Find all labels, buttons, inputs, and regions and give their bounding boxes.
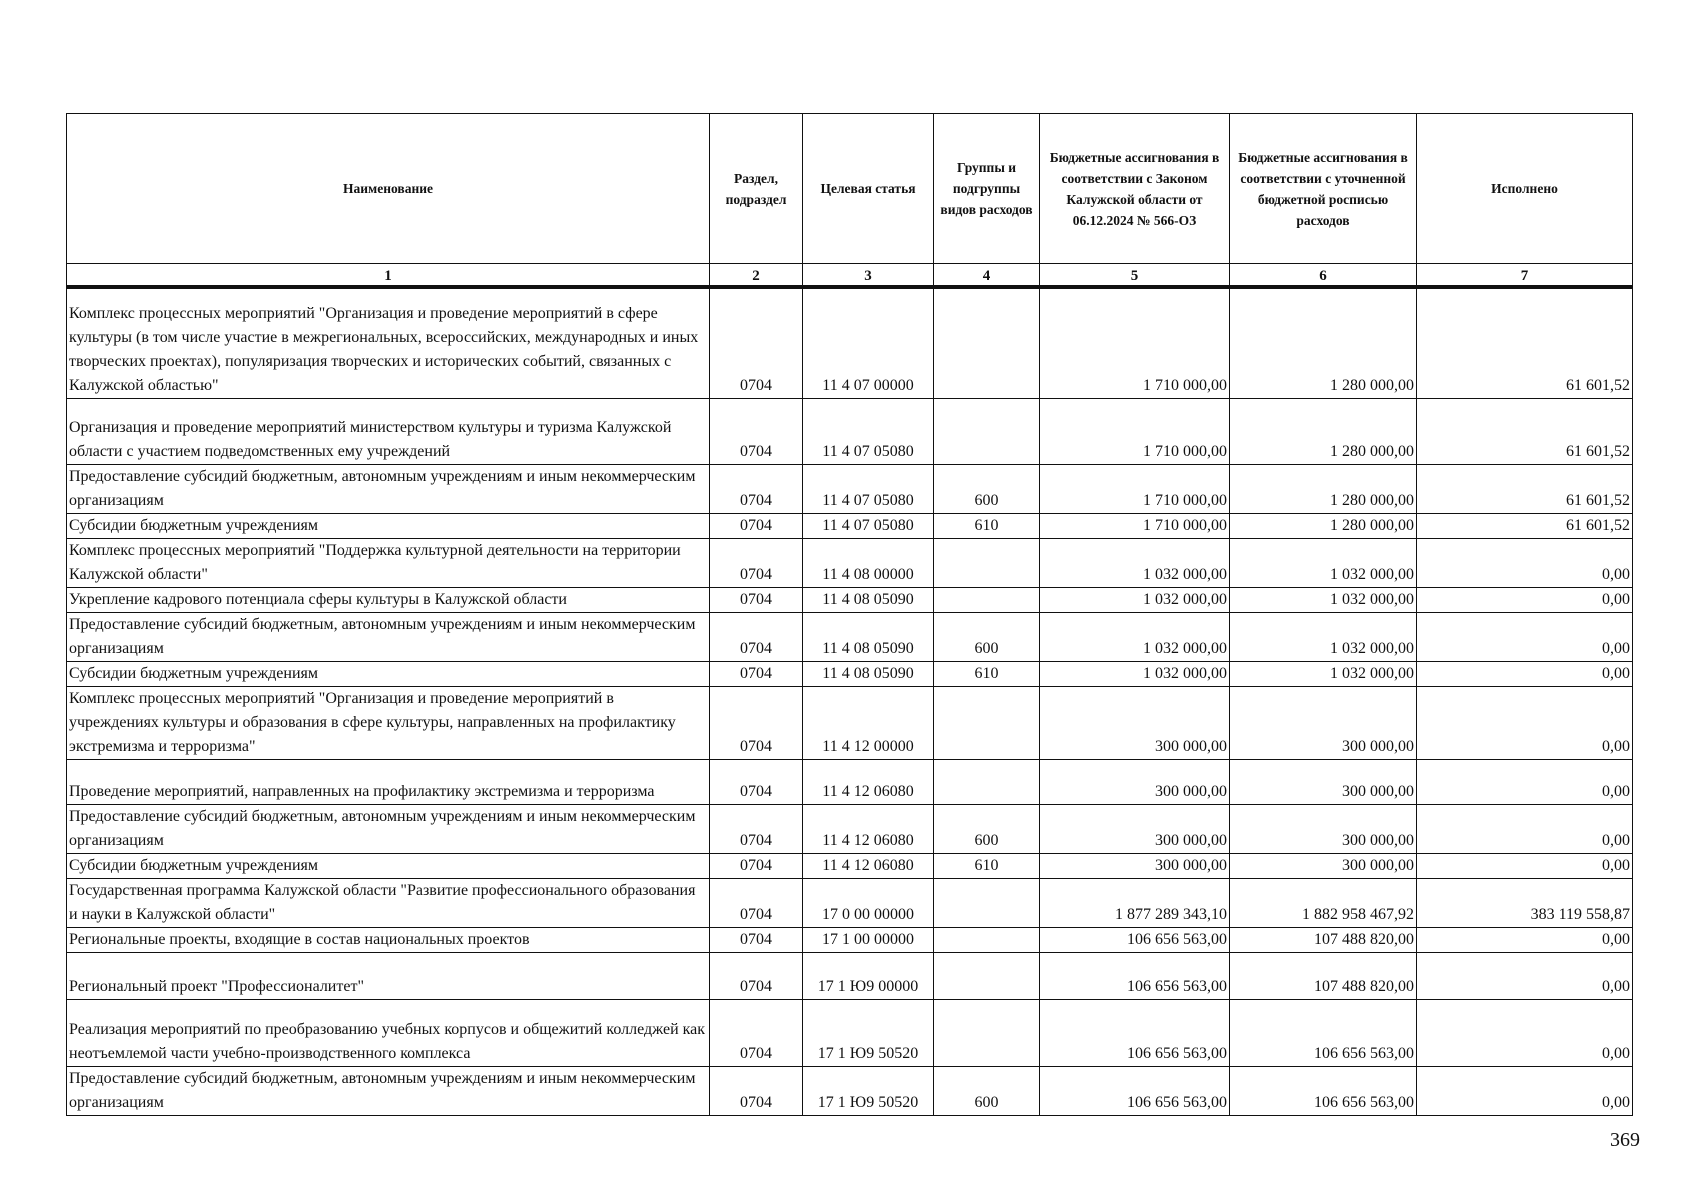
row-group [934, 587, 1040, 612]
column-number: 2 [710, 264, 803, 288]
row-refined-allocation: 1 280 000,00 [1230, 287, 1417, 398]
row-executed: 0,00 [1417, 804, 1633, 853]
row-name: Субсидии бюджетным учреждениям [67, 853, 710, 878]
row-article: 11 4 08 05090 [803, 661, 934, 686]
row-refined-allocation: 300 000,00 [1230, 853, 1417, 878]
row-section: 0704 [710, 927, 803, 952]
row-group [934, 287, 1040, 398]
table-row [67, 878, 1633, 927]
row-name: Проведение мероприятий, направленных на профилактику экстремизма и терроризма [67, 759, 710, 804]
row-section: 0704 [710, 999, 803, 1066]
row-refined-allocation: 1 280 000,00 [1230, 464, 1417, 513]
row-law-allocation: 106 656 563,00 [1040, 952, 1230, 999]
table-row [67, 686, 1633, 759]
row-group [934, 686, 1040, 759]
header-group: Группы и подгруппы видов расходов [934, 114, 1040, 264]
row-name: Организация и проведение мероприятий министерством культуры и туризма Калужской области с участием подведомственных ему учреждений [67, 398, 710, 464]
row-refined-allocation: 300 000,00 [1230, 686, 1417, 759]
row-article: 17 1 Ю9 50520 [803, 999, 934, 1066]
row-group [934, 878, 1040, 927]
row-name: Региональные проекты, входящие в состав национальных проектов [67, 927, 710, 952]
row-article: 11 4 12 06080 [803, 759, 934, 804]
row-section: 0704 [710, 587, 803, 612]
row-executed: 0,00 [1417, 759, 1633, 804]
row-article: 17 1 Ю9 50520 [803, 1066, 934, 1115]
column-number: 4 [934, 264, 1040, 288]
table-row [67, 287, 1633, 398]
header-name: Наименование [67, 114, 710, 264]
row-executed: 61 601,52 [1417, 513, 1633, 538]
row-article: 11 4 12 00000 [803, 686, 934, 759]
header-section: Раздел, подраздел [710, 114, 803, 264]
row-section: 0704 [710, 287, 803, 398]
column-number: 7 [1417, 264, 1633, 288]
table-row [67, 759, 1633, 804]
row-group: 610 [934, 513, 1040, 538]
row-refined-allocation: 107 488 820,00 [1230, 927, 1417, 952]
table-row [67, 999, 1633, 1066]
row-article: 11 4 07 05080 [803, 464, 934, 513]
row-refined-allocation: 1 280 000,00 [1230, 513, 1417, 538]
row-refined-allocation: 1 032 000,00 [1230, 661, 1417, 686]
row-executed: 61 601,52 [1417, 287, 1633, 398]
row-law-allocation: 1 877 289 343,10 [1040, 878, 1230, 927]
row-section: 0704 [710, 661, 803, 686]
row-law-allocation: 106 656 563,00 [1040, 1066, 1230, 1115]
table-row [67, 804, 1633, 853]
header-refined-allocation: Бюджетные ассигнования в соответствии с уточненной бюджетной росписью расходов [1230, 114, 1417, 264]
row-executed: 0,00 [1417, 538, 1633, 587]
header-article: Целевая статья [803, 114, 934, 264]
row-law-allocation: 1 032 000,00 [1040, 538, 1230, 587]
row-name: Комплекс процессных мероприятий "Поддержка культурной деятельности на территории Калужской области" [67, 538, 710, 587]
row-article: 11 4 07 05080 [803, 398, 934, 464]
row-section: 0704 [710, 612, 803, 661]
row-section: 0704 [710, 759, 803, 804]
table-row [67, 952, 1633, 999]
table-row [67, 464, 1633, 513]
row-refined-allocation: 1 032 000,00 [1230, 612, 1417, 661]
row-law-allocation: 106 656 563,00 [1040, 999, 1230, 1066]
row-group [934, 927, 1040, 952]
table-row [67, 661, 1633, 686]
column-number: 5 [1040, 264, 1230, 288]
row-name: Комплекс процессных мероприятий "Организация и проведение мероприятий в сфере культуры (в том числе участие в межрегиональных, всероссийских, международных и иных творческих проектах), популяризация творческих и исторических событий, связанных с Калужской областью" [67, 287, 710, 398]
header-law-allocation: Бюджетные ассигнования в соответствии с Законом Калужской области от 06.12.2024 № 566-ОЗ [1040, 114, 1230, 264]
row-article: 17 1 Ю9 00000 [803, 952, 934, 999]
row-section: 0704 [710, 513, 803, 538]
row-group [934, 398, 1040, 464]
row-group [934, 759, 1040, 804]
row-law-allocation: 300 000,00 [1040, 759, 1230, 804]
row-name: Субсидии бюджетным учреждениям [67, 661, 710, 686]
row-article: 11 4 12 06080 [803, 804, 934, 853]
column-number: 1 [67, 264, 710, 288]
row-executed: 0,00 [1417, 999, 1633, 1066]
row-group: 610 [934, 853, 1040, 878]
row-group: 600 [934, 612, 1040, 661]
row-name: Предоставление субсидий бюджетным, автономным учреждениям и иным некоммерческим организациям [67, 464, 710, 513]
row-article: 11 4 07 00000 [803, 287, 934, 398]
table-row [67, 1066, 1633, 1115]
row-section: 0704 [710, 1066, 803, 1115]
row-law-allocation: 1 032 000,00 [1040, 587, 1230, 612]
row-name: Предоставление субсидий бюджетным, автономным учреждениям и иным некоммерческим организациям [67, 612, 710, 661]
row-law-allocation: 1 710 000,00 [1040, 513, 1230, 538]
row-refined-allocation: 300 000,00 [1230, 804, 1417, 853]
table-row [67, 538, 1633, 587]
row-group [934, 538, 1040, 587]
row-article: 11 4 08 00000 [803, 538, 934, 587]
row-executed: 0,00 [1417, 587, 1633, 612]
row-law-allocation: 300 000,00 [1040, 686, 1230, 759]
row-article: 17 0 00 00000 [803, 878, 934, 927]
header-executed: Исполнено [1417, 114, 1633, 264]
row-group: 600 [934, 464, 1040, 513]
row-law-allocation: 1 032 000,00 [1040, 612, 1230, 661]
row-article: 11 4 08 05090 [803, 612, 934, 661]
row-article: 11 4 07 05080 [803, 513, 934, 538]
table-row [67, 853, 1633, 878]
table-row [67, 587, 1633, 612]
row-refined-allocation: 106 656 563,00 [1230, 1066, 1417, 1115]
row-name: Комплекс процессных мероприятий "Организация и проведение мероприятий в учреждениях культуры и образования в сфере культуры, направленных на профилактику экстремизма и терроризма" [67, 686, 710, 759]
row-section: 0704 [710, 398, 803, 464]
row-executed: 0,00 [1417, 612, 1633, 661]
row-refined-allocation: 1 280 000,00 [1230, 398, 1417, 464]
row-name: Укрепление кадрового потенциала сферы культуры в Калужской области [67, 587, 710, 612]
row-name: Предоставление субсидий бюджетным, автономным учреждениям и иным некоммерческим организациям [67, 1066, 710, 1115]
row-executed: 0,00 [1417, 661, 1633, 686]
row-group: 600 [934, 804, 1040, 853]
row-section: 0704 [710, 952, 803, 999]
row-section: 0704 [710, 804, 803, 853]
column-numbers-row [67, 264, 1633, 288]
row-section: 0704 [710, 538, 803, 587]
row-refined-allocation: 107 488 820,00 [1230, 952, 1417, 999]
row-executed: 0,00 [1417, 952, 1633, 999]
row-law-allocation: 1 710 000,00 [1040, 287, 1230, 398]
row-name: Предоставление субсидий бюджетным, автономным учреждениям и иным некоммерческим организациям [67, 804, 710, 853]
row-refined-allocation: 106 656 563,00 [1230, 999, 1417, 1066]
row-executed: 0,00 [1417, 927, 1633, 952]
row-executed: 61 601,52 [1417, 464, 1633, 513]
header-row [67, 114, 1633, 264]
page-number: 369 [1610, 1129, 1640, 1151]
column-number: 6 [1230, 264, 1417, 288]
row-law-allocation: 300 000,00 [1040, 804, 1230, 853]
row-executed: 0,00 [1417, 686, 1633, 759]
row-law-allocation: 300 000,00 [1040, 853, 1230, 878]
row-section: 0704 [710, 878, 803, 927]
row-executed: 61 601,52 [1417, 398, 1633, 464]
row-executed: 0,00 [1417, 853, 1633, 878]
row-section: 0704 [710, 464, 803, 513]
row-group: 600 [934, 1066, 1040, 1115]
row-refined-allocation: 1 882 958 467,92 [1230, 878, 1417, 927]
row-executed: 383 119 558,87 [1417, 878, 1633, 927]
row-refined-allocation: 300 000,00 [1230, 759, 1417, 804]
row-article: 17 1 00 00000 [803, 927, 934, 952]
row-name: Региональный проект "Профессионалитет" [67, 952, 710, 999]
row-law-allocation: 106 656 563,00 [1040, 927, 1230, 952]
row-article: 11 4 08 05090 [803, 587, 934, 612]
row-name: Реализация мероприятий по преобразованию учебных корпусов и общежитий колледжей как неотъемлемой части учебно-производственного комплекса [67, 999, 710, 1066]
row-group: 610 [934, 661, 1040, 686]
row-group [934, 999, 1040, 1066]
row-law-allocation: 1 710 000,00 [1040, 464, 1230, 513]
row-group [934, 952, 1040, 999]
table-row [67, 513, 1633, 538]
row-law-allocation: 1 032 000,00 [1040, 661, 1230, 686]
row-name: Субсидии бюджетным учреждениям [67, 513, 710, 538]
row-section: 0704 [710, 853, 803, 878]
row-name: Государственная программа Калужской области "Развитие профессионального образования и науки в Калужской области" [67, 878, 710, 927]
row-section: 0704 [710, 686, 803, 759]
row-refined-allocation: 1 032 000,00 [1230, 587, 1417, 612]
column-number: 3 [803, 264, 934, 288]
table-row [67, 927, 1633, 952]
row-executed: 0,00 [1417, 1066, 1633, 1115]
row-law-allocation: 1 710 000,00 [1040, 398, 1230, 464]
row-article: 11 4 12 06080 [803, 853, 934, 878]
table-row [67, 612, 1633, 661]
table-row [67, 398, 1633, 464]
row-refined-allocation: 1 032 000,00 [1230, 538, 1417, 587]
budget-table [66, 113, 1633, 1116]
